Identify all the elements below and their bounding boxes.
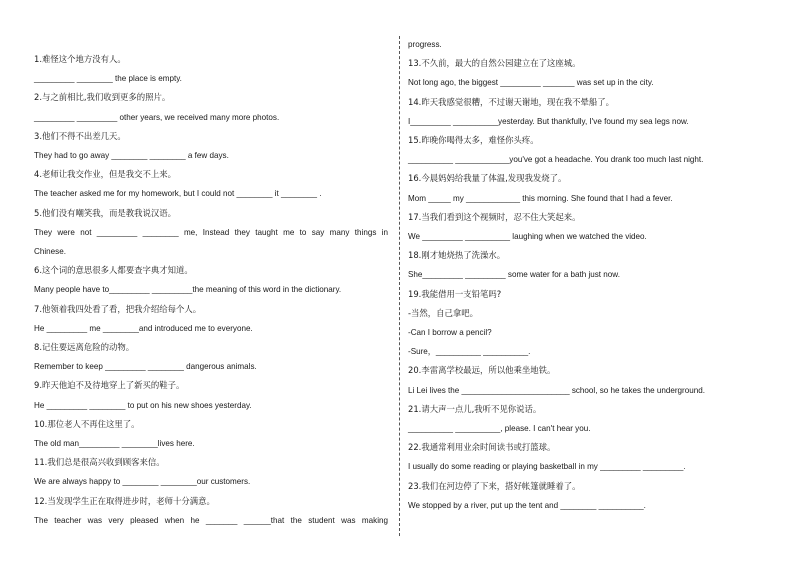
answer-line: -Sure，__________ __________.	[408, 347, 531, 357]
answer-line: The teacher asked me for my homework, but I could not ________ it ________ .	[34, 189, 322, 199]
question-prompt: 17.当我们看到这个视频时，忍不住大笑起来。	[408, 211, 581, 222]
answer-line: Li Lei lives the ________________________ school, so he takes the underground.	[408, 385, 706, 395]
answer-line: We are always happy to ________ ________our customers.	[34, 477, 251, 487]
question-prompt: 11.我们总是很高兴收到顾客来信。	[34, 457, 165, 468]
question-prompt: 21.请大声一点儿,我听不见你说话。	[408, 403, 542, 414]
question-prompt: 8.记住要远离危险的动物。	[34, 342, 135, 352]
answer-line: progress.	[408, 40, 442, 49]
answer-line: We _________ __________ laughing when we watched the video.	[408, 232, 647, 241]
question-prompt: 3.他们不得不出差几天。	[34, 130, 126, 141]
answer-line: The teacher was very pleased when he _______ ______that the student was making	[34, 515, 388, 525]
answer-line: I_________ __________yesterday. But thankfully, I've found my sea legs now.	[408, 116, 689, 126]
question-prompt: 13.不久前，最大的自然公园建立在了这座城。	[408, 58, 581, 69]
question-prompt: 14.昨天我感觉很糟，不过谢天谢地，现在我不晕船了。	[408, 96, 614, 107]
question-prompt: 19.我能借用一支铅笔吗?	[408, 288, 502, 299]
answer-line: Many people have to_________ _________the meaning of this word in the dictionary.	[34, 285, 342, 295]
answer-line: He _________ me ________and introduced me to everyone.	[34, 323, 253, 333]
answer-line: -Can I borrow a pencil?	[408, 328, 492, 337]
question-prompt: 9.昨天他迫不及待地穿上了新买的鞋子。	[34, 380, 185, 391]
answer-line: __________ ____________you've got a headache. You drank too much last night.	[408, 155, 704, 165]
answer-line: Not long ago, the biggest _________ _______ was set up in the city.	[408, 78, 654, 88]
question-prompt: 18.刚才她烧热了洗澡水。	[408, 250, 506, 261]
answer-line: Mom _____ my ____________ this morning. She found that I had a fever.	[408, 193, 673, 203]
answer-line: He _________ ________ to put on his new shoes yesterday.	[34, 400, 252, 410]
question-prompt: 2.与之前相比,我们收到更多的照片。	[34, 92, 171, 103]
answer-line: We stopped by a river, put up the tent and ________ __________.	[408, 500, 646, 510]
question-prompt: 7.他领着我四处看了看，把我介绍给每个人。	[34, 303, 202, 314]
question-prompt: -当然，自己拿吧。	[408, 307, 479, 318]
question-prompt: 22.我通常利用业余时间读书或打篮球。	[408, 442, 556, 453]
column-divider	[399, 36, 400, 536]
answer-line: She_________ _________ some water for a bath just now.	[408, 270, 620, 280]
answer-line: _________ ________ the place is empty.	[34, 74, 182, 84]
answer-line: _________ _________ other years, we received many more photos.	[34, 112, 280, 122]
question-prompt: 23.我们在河边停了下来，搭好帐篷就睡着了。	[408, 480, 581, 491]
question-prompt: 15.昨晚你喝得太多，难怪你头疼。	[408, 135, 539, 145]
question-prompt: 10.那位老人不再住这里了。	[34, 418, 140, 429]
question-prompt: 16.今晨妈妈给我量了体温,发现我发烧了。	[408, 173, 567, 184]
answer-line: They had to go away ________ ________ a few days.	[34, 151, 229, 160]
question-prompt: 20.李雷离学校最远，所以他乘坐地铁。	[408, 365, 556, 376]
answer-line: The old man_________ ________lives here.	[34, 439, 195, 448]
question-prompt: 5.他们没有嘲笑我，而是教我说汉语。	[34, 207, 176, 218]
question-prompt: 12.当发现学生正在取得进步时，老师十分满意。	[34, 495, 215, 506]
answer-line: I usually do some reading or playing basketball in my _________ _________.	[408, 462, 686, 472]
answer-line: Chinese.	[34, 247, 66, 256]
answer-line: Remember to keep _________ ________ dangerous animals.	[34, 362, 257, 372]
question-prompt: 1.难怪这个地方没有人。	[34, 54, 126, 64]
question-prompt: 4.老师让我交作业，但是我交不上来。	[34, 169, 176, 180]
question-prompt: 6.这个词的意思很多人都要查字典才知道。	[34, 265, 193, 276]
answer-line: They were not _________ ________ me, Instead they taught me to say many things in	[34, 227, 388, 237]
answer-line: __________ __________, please. I can't hear you.	[408, 424, 591, 433]
